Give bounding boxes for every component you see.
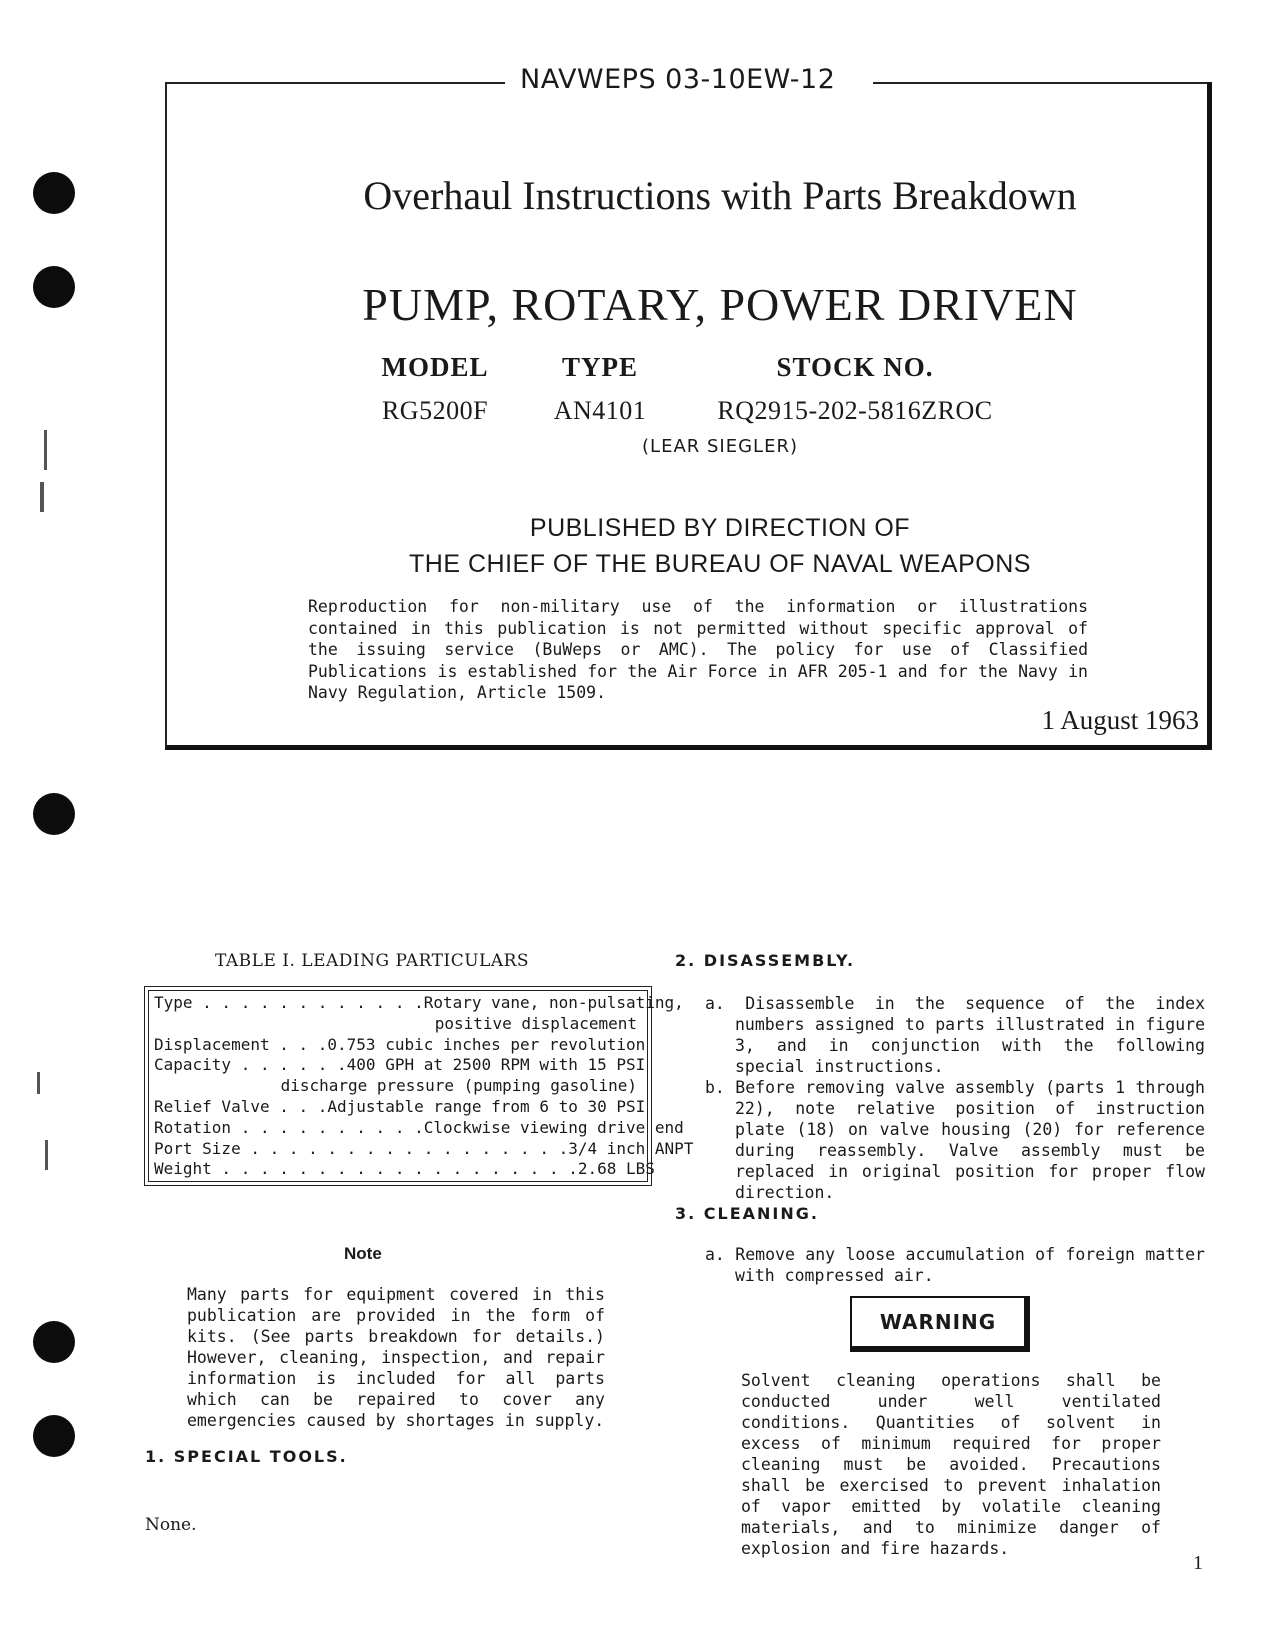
table-caption: TABLE I. LEADING PARTICULARS — [215, 951, 530, 971]
warning-label: WARNING — [850, 1296, 1030, 1352]
published-by-line-1: PUBLISHED BY DIRECTION OF — [529, 514, 911, 542]
section-3-para-a: a. Remove any loose accumulation of foreign matter with compressed air. — [705, 1245, 1205, 1285]
table-row — [154, 1034, 646, 1056]
page-number: 1 — [1193, 1552, 1203, 1574]
published-by-line-2: THE CHIEF OF THE BUREAU OF NAVAL WEAPONS — [409, 550, 1031, 578]
leading-particulars-table — [144, 986, 694, 1186]
table-key: Weight . . . . . . . . . . . . . . . . . . . — [154, 1159, 578, 1179]
section-2-para-a: a. Disassemble in the sequence of the index numbers assigned to parts illustrated in figure 3, and in conjunction with the following special instructions. — [705, 994, 1205, 1076]
table-key: Capacity . . . . . . — [154, 1055, 347, 1075]
section-3-heading: 3. CLEANING. — [675, 1204, 819, 1223]
scan-speck — [37, 1072, 40, 1094]
stock-no-value: RQ2915-202-5816ZROC — [717, 396, 993, 425]
document-title: PUMP, ROTARY, POWER DRIVEN — [362, 279, 1078, 330]
stock-no-heading: STOCK NO. — [776, 352, 934, 382]
scan-speck — [45, 1140, 48, 1170]
model-value: RG5200F — [381, 396, 489, 425]
table-row — [154, 1096, 646, 1118]
table-row — [154, 1159, 655, 1180]
section-2-para-b: b. Before removing valve assembly (parts 1 through 22), note relative position of instruction plate (18) on valve housing (20) for reference during reassembly. Valve assembly must be replaced in original position for proper flow direction. — [705, 1078, 1205, 1202]
table-key: Displacement . . . — [154, 1034, 328, 1054]
table-key: Type . . . . . . . . . . . . — [154, 993, 424, 1012]
table-value: Clockwise viewing drive end — [423, 1117, 684, 1137]
table-row — [154, 993, 684, 1014]
table-key: Port Size . . . . . . . . . . . . . . . . . — [154, 1138, 569, 1158]
document-subtitle: Overhaul Instructions with Parts Breakdown — [363, 173, 1077, 218]
note-body: Many parts for equipment covered in this publication are provided in the form of kits. (See parts breakdown for details.) However, cleaning, inspection, and repair information is included for all parts which can be repaired to cover any emergencies caused by shortages in supply. — [187, 1285, 605, 1430]
table-value: 3/4 inch ANPT — [568, 1138, 694, 1158]
binder-hole-3 — [33, 793, 75, 835]
table-value: Rotary vane, non-pulsating, — [423, 993, 684, 1012]
table-value-continued: positive displacement — [434, 1013, 637, 1033]
table-row — [154, 1138, 694, 1160]
binder-hole-5 — [33, 1415, 75, 1457]
table-row — [154, 1055, 646, 1076]
table-key: Rotation . . . . . . . . . . — [154, 1117, 424, 1137]
table-value-continued: discharge pressure (pumping gasoline) — [280, 1076, 637, 1096]
table-value: 400 GPH at 2500 RPM with 15 PSI — [346, 1055, 646, 1075]
model-heading: MODEL — [381, 352, 489, 382]
publication-date: 1 August 1963 — [1041, 705, 1199, 735]
type-heading: TYPE — [561, 352, 638, 382]
note-heading: Note — [344, 1244, 382, 1263]
table-value: 2.68 LBS — [577, 1159, 655, 1179]
manufacturer: (LEAR SIEGLER) — [642, 436, 798, 457]
document-number: NAVWEPS 03-10EW-12 — [520, 64, 836, 95]
section-1-heading: 1. SPECIAL TOOLS. — [145, 1447, 348, 1466]
binder-hole-4 — [33, 1321, 75, 1363]
table-value: Adjustable range from 6 to 30 PSI — [327, 1096, 646, 1116]
section-1-body: None. — [145, 1515, 197, 1535]
section-2-heading: 2. DISASSEMBLY. — [675, 951, 856, 970]
table-row — [154, 1117, 684, 1139]
type-value: AN4101 — [553, 396, 647, 425]
reproduction-notice: Reproduction for non-military use of the information or illustrations contained in this publication is not permitted without specific approval of the issuing service (BuWeps or AMC). The policy for use of Classified Publications is established for the Air Force in AFR 205-1 and for the Navy in Navy Regulation, Article 1509. — [308, 597, 1088, 702]
scan-speck — [40, 482, 44, 512]
table-value: 0.753 cubic inches per revolution — [327, 1034, 646, 1054]
table-key: Relief Valve . . . — [154, 1096, 328, 1116]
warning-text: Solvent cleaning operations shall be conducted under well ventilated conditions. Quantities of solvent in excess of minimum required for proper cleaning must be avoided. Precautions shall be exercised to prevent inhalation of vapor emitted by volatile cleaning materials, and to minimize danger of explosion and fire hazards. — [741, 1371, 1161, 1558]
